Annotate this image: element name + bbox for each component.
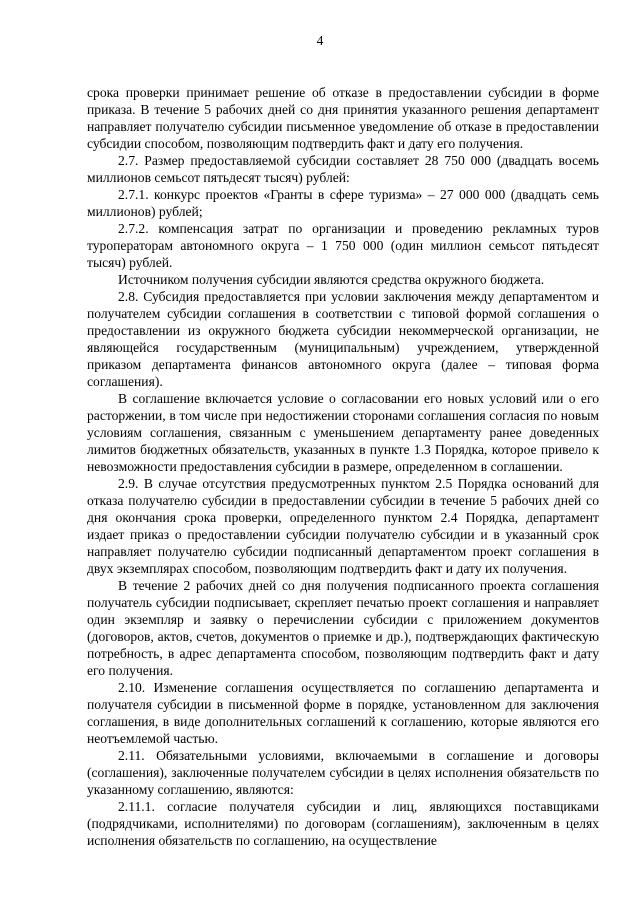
page-number: 4 [316, 33, 324, 48]
paragraph: 2.7. Размер предоставляемой субсидии составляет 28 750 000 (двадцать восемь миллионов семьсот пятьдесят тысяч) рублей: [87, 153, 599, 185]
paragraph: В течение 2 рабочих дней со дня получения подписанного проекта соглашения получатель субсидии подписывает, скрепляет печатью проект соглашения и направляет один экземпляр и заявку о перечислении субсидии с приложением документов (договоров, актов, счетов, документов о приемке и др.), подтверждающих фактическую потребность, в адрес департамента способом, позволяющим подтвердить факт и дату его получения. [87, 578, 599, 678]
paragraph: Источником получения субсидии являются средства окружного бюджета. [118, 272, 545, 287]
document-body [87, 84, 599, 849]
paragraph: срока проверки принимает решение об отказе в предоставлении субсидии в форме приказа. В течение 5 рабочих дней со дня принятия указанного решения департамент направляет получателю субсидии письменное уведомление об отказе в предоставлении субсидии способом, позволяющим подтвердить факт и дату его получения. [87, 85, 599, 151]
paragraph: 2.11. Обязательными условиями, включаемыми в соглашение и договоры (соглашения), заключенные получателем субсидии в целях исполнения обязательств по указанному соглашению, являются: [87, 748, 599, 797]
paragraph: 2.10. Изменение соглашения осуществляется по соглашению департамента и получателя субсидии в письменной форме в порядке, установленном для заключения соглашения, в виде дополнительных соглашений к соглашению, которые являются его неотъемлемой частью. [87, 680, 599, 746]
paragraph: 2.11.1. согласие получателя субсидии и лиц, являющихся поставщиками (подрядчиками, исполнителями) по договорам (соглашениям), заключенным в целях исполнения обязательств по соглашению, на осуществление [87, 799, 599, 848]
paragraph: В соглашение включается условие о согласовании его новых условий или о его расторжении, в том числе при недостижении сторонами соглашения согласия по новым условиям соглашения, связанным с уменьшением департаменту ранее доведенных лимитов бюджетных обязательств, указанных в пункте 1.3 Порядка, которое привело к невозможности предоставления субсидии в размере, определенном в соглашении. [87, 391, 599, 474]
paragraph: 2.9. В случае отсутствия предусмотренных пунктом 2.5 Порядка оснований для отказа получателю субсидии в предоставлении субсидии в течение 5 рабочих дней со дня окончания срока проверки, определенного пунктом 2.4 Порядка, департамент издает приказ о предоставлении субсидии получателю субсидии и в указанный срок направляет получателю субсидии подписанный департаментом проект соглашения в двух экземплярах способом, позволяющим подтвердить факт и дату их получения. [87, 476, 599, 576]
paragraph: 2.7.1. конкурс проектов «Гранты в сфере туризма» – 27 000 000 (двадцать семь миллионов) рублей; [87, 187, 599, 219]
paragraph: 2.8. Субсидия предоставляется при условии заключения между департаментом и получателем субсидии соглашения в соответствии с типовой формой соглашения о предоставлении из окружного бюджета субсидии некоммерческой организации, не являющейся государственным (муниципальным) учреждением, утвержденной приказом департамента финансов автономного округа (далее – типовая форма соглашения). [87, 289, 599, 389]
paragraph: 2.7.2. компенсация затрат по организации и проведению рекламных туров туроператорам автономного округа – 1 750 000 (один миллион семьсот пятьдесят тысяч) рублей. [87, 221, 599, 270]
